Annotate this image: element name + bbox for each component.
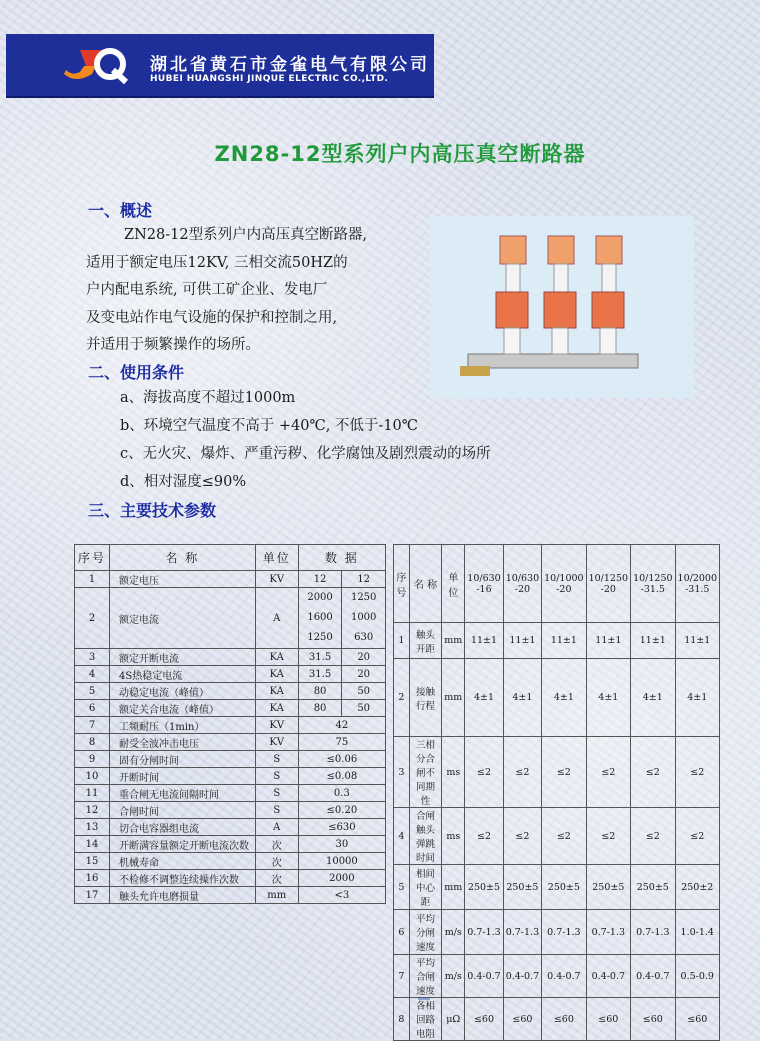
table-cell: 4±1 <box>503 659 541 737</box>
table-cell: S <box>255 785 298 802</box>
table-cell: 4S热稳定电流 <box>110 666 256 683</box>
table-cell: 开断时间 <box>110 768 256 785</box>
table-cell: 80 <box>298 700 342 717</box>
table-row <box>75 802 386 819</box>
table-row <box>394 955 720 998</box>
table-cell: ≤60 <box>503 998 541 1041</box>
table-cell: ≤60 <box>465 998 503 1041</box>
table-cell: 平均分闸速度 <box>409 910 441 955</box>
table-cell: ≤0.20 <box>298 802 385 819</box>
table-cell: 三相分合闸不同期性 <box>409 737 441 808</box>
condition-item: c、无火灾、爆炸、严重污秽、化学腐蚀及剧烈震动的场所 <box>120 446 491 462</box>
table-cell: 75 <box>298 734 385 751</box>
table-cell: 0.7-1.3 <box>631 910 675 955</box>
table-cell: 4 <box>394 808 410 865</box>
table-cell: 合闸时间 <box>110 802 256 819</box>
table-row <box>75 853 386 870</box>
table-row <box>75 666 386 683</box>
table-cell: 20 <box>342 649 386 666</box>
table-row <box>75 785 386 802</box>
overview-line: ZN28-12型系列户内高压真空断路器, <box>124 227 368 243</box>
table-cell: μΩ <box>442 998 465 1041</box>
table-cell: 4±1 <box>631 659 675 737</box>
table-cell: 15 <box>75 853 110 870</box>
table-cell: 1250 1000 630 <box>342 588 386 649</box>
table-row <box>75 819 386 836</box>
table-cell: 0.4-0.7 <box>542 955 586 998</box>
table-row <box>394 910 720 955</box>
condition-item: a、海拔高度不超过1000m <box>120 390 296 406</box>
table-cell: 动稳定电流（峰值） <box>110 683 256 700</box>
table-cell: 触头允许电磨损量 <box>110 887 256 904</box>
table-cell: 0.4-0.7 <box>631 955 675 998</box>
table-cell: <3 <box>298 887 385 904</box>
table-cell: 机械寿命 <box>110 853 256 870</box>
table-cell: ≤630 <box>298 819 385 836</box>
table-row <box>75 571 386 588</box>
section-heading-overview: 一、概述 <box>88 201 153 220</box>
table-cell: 9 <box>75 751 110 768</box>
table-cell: 额定电流 <box>110 588 256 649</box>
table-cell: S <box>255 768 298 785</box>
table-cell: ≤2 <box>586 737 630 808</box>
table-cell: 次 <box>255 853 298 870</box>
table-cell: KV <box>255 571 298 588</box>
table-cell: ≤2 <box>503 737 541 808</box>
table-cell: 10000 <box>298 853 385 870</box>
table-cell: 0.7-1.3 <box>503 910 541 955</box>
table-cell: 30 <box>298 836 385 853</box>
table-cell: 次 <box>255 836 298 853</box>
col-header-model: 10/1250 -31.5 <box>631 545 675 623</box>
table-row <box>394 737 720 808</box>
col-header-no: 序号 <box>75 545 110 571</box>
table-cell: 13 <box>75 819 110 836</box>
table-cell: 0.7-1.3 <box>465 910 503 955</box>
table-cell: 250±5 <box>465 865 503 910</box>
company-name-en: HUBEI HUANGSHI JINQUE ELECTRIC CO.,LTD. <box>150 74 389 84</box>
table-cell: KA <box>255 666 298 683</box>
table-cell: 4±1 <box>465 659 503 737</box>
overview-line: 户内配电系统, 可供工矿企业、发电厂 <box>86 282 328 298</box>
table-cell: 50 <box>342 683 386 700</box>
page-title: ZN28-12型系列户内高压真空断路器 <box>214 142 586 166</box>
overview-line: 适用于额定电压12KV, 三相交流50HZ的 <box>86 254 348 271</box>
table-cell: 16 <box>75 870 110 887</box>
table-cell: ≤0.06 <box>298 751 385 768</box>
table-row <box>75 887 386 904</box>
table-cell: 31.5 <box>298 666 342 683</box>
col-header-model: 10/2000 -31.5 <box>675 545 719 623</box>
table-cell: 2000 1600 1250 <box>298 588 342 649</box>
section-heading-specs: 三、主要技术参数 <box>88 501 217 520</box>
table-cell: 11±1 <box>465 623 503 659</box>
col-header-model: 10/630 -20 <box>503 545 541 623</box>
table-cell: 4±1 <box>586 659 630 737</box>
table-cell: 1 <box>394 623 410 659</box>
page-mark <box>418 998 430 1000</box>
table-cell: ≤2 <box>675 737 719 808</box>
table-cell: ms <box>442 737 465 808</box>
table-cell: 8 <box>75 734 110 751</box>
table-row <box>75 836 386 853</box>
table-cell: ≤60 <box>542 998 586 1041</box>
table-cell: 耐受全波冲击电压 <box>110 734 256 751</box>
company-logo <box>58 44 130 88</box>
table-row <box>75 717 386 734</box>
spec-table-main <box>74 544 386 904</box>
table-cell: S <box>255 751 298 768</box>
table-cell: 合闸触头弹跳时间 <box>409 808 441 865</box>
table-cell: ≤60 <box>631 998 675 1041</box>
table-cell: 各相回路电阻 <box>409 998 441 1041</box>
table-cell: 2 <box>394 659 410 737</box>
table-cell: 次 <box>255 870 298 887</box>
table-cell: 0.4-0.7 <box>586 955 630 998</box>
table-cell: 5 <box>75 683 110 700</box>
table-cell: 11 <box>75 785 110 802</box>
table-cell: 工频耐压（1min） <box>110 717 256 734</box>
table-cell: 80 <box>298 683 342 700</box>
table-cell: 触头开距 <box>409 623 441 659</box>
table-row <box>394 998 720 1041</box>
table-cell: 250±5 <box>542 865 586 910</box>
table-cell: mm <box>255 887 298 904</box>
table-cell: 平均合闸速度 <box>409 955 441 998</box>
table-cell: mm <box>442 865 465 910</box>
table-cell: 3 <box>75 649 110 666</box>
table-cell: ≤2 <box>465 808 503 865</box>
table-cell: 接触行程 <box>409 659 441 737</box>
table-cell: m/s <box>442 955 465 998</box>
table-cell: 11±1 <box>586 623 630 659</box>
condition-item: d、相对湿度≤90% <box>120 474 247 490</box>
table-cell: ms <box>442 808 465 865</box>
table-cell: 11±1 <box>542 623 586 659</box>
overview-line: 并适用于频繁操作的场所。 <box>86 337 260 353</box>
table-cell: 不检修不调整连续操作次数 <box>110 870 256 887</box>
table-cell: 2 <box>75 588 110 649</box>
table-cell: 31.5 <box>298 649 342 666</box>
table-cell: 重合闸无电流间隔时间 <box>110 785 256 802</box>
table-cell: KA <box>255 700 298 717</box>
table-cell: 4±1 <box>675 659 719 737</box>
table-cell: 8 <box>394 998 410 1041</box>
table-cell: ≤2 <box>675 808 719 865</box>
table-cell: 0.3 <box>298 785 385 802</box>
table-cell: 42 <box>298 717 385 734</box>
table-cell: 0.5-0.9 <box>675 955 719 998</box>
company-name-cn: 湖北省黄石市金雀电气有限公司 <box>150 55 430 75</box>
condition-item: b、环境空气温度不高于 +40℃, 不低于-10℃ <box>120 418 418 434</box>
table-row <box>394 865 720 910</box>
table-cell: 250±5 <box>503 865 541 910</box>
col-header-name: 名 称 <box>110 545 256 571</box>
table-cell: 20 <box>342 666 386 683</box>
table-cell: 0.4-0.7 <box>503 955 541 998</box>
table-cell: 额定电压 <box>110 571 256 588</box>
table-cell: A <box>255 819 298 836</box>
table-cell: KA <box>255 683 298 700</box>
table-cell: 1 <box>75 571 110 588</box>
table-cell: 50 <box>342 700 386 717</box>
table-cell: A <box>255 588 298 649</box>
table-cell: 17 <box>75 887 110 904</box>
table-cell: 开断满容量额定开断电流次数 <box>110 836 256 853</box>
table-cell: 12 <box>298 571 342 588</box>
table-cell: KA <box>255 649 298 666</box>
table-cell: 额定关合电流（峰值） <box>110 700 256 717</box>
table-cell: 10 <box>75 768 110 785</box>
table-cell: 7 <box>75 717 110 734</box>
table-row <box>75 588 386 649</box>
table-cell: ≤2 <box>631 808 675 865</box>
table-cell: 4 <box>75 666 110 683</box>
table-cell: ≤0.08 <box>298 768 385 785</box>
table-cell: mm <box>442 623 465 659</box>
table-row <box>75 751 386 768</box>
overview-line: 及变电站作电气设施的保护和控制之用, <box>86 309 338 326</box>
table-cell: S <box>255 802 298 819</box>
col-header-unit: 单位 <box>442 545 465 623</box>
col-header-model: 10/1250 -20 <box>586 545 630 623</box>
table-row <box>75 870 386 887</box>
col-header-data: 数 据 <box>298 545 385 571</box>
table-cell: 250±5 <box>631 865 675 910</box>
table-cell: m/s <box>442 910 465 955</box>
table-cell: KV <box>255 717 298 734</box>
table-cell: 12 <box>75 802 110 819</box>
table-cell: 6 <box>75 700 110 717</box>
table-cell: 11±1 <box>675 623 719 659</box>
table-cell: 12 <box>342 571 386 588</box>
table-row <box>75 734 386 751</box>
table-cell: ≤60 <box>586 998 630 1041</box>
table-cell: 0.7-1.3 <box>586 910 630 955</box>
table-cell: 1.0-1.4 <box>675 910 719 955</box>
col-header-name: 名 称 <box>409 545 441 623</box>
table-cell: ≤2 <box>465 737 503 808</box>
section-heading-conditions: 二、使用条件 <box>88 363 185 382</box>
table-row <box>75 768 386 785</box>
table-cell: 相间中心距 <box>409 865 441 910</box>
table-cell: 0.7-1.3 <box>542 910 586 955</box>
table-cell: 4±1 <box>542 659 586 737</box>
table-cell: ≤2 <box>631 737 675 808</box>
table-cell: ≤2 <box>542 737 586 808</box>
table-cell: 5 <box>394 865 410 910</box>
table-row <box>75 683 386 700</box>
table-row <box>394 659 720 737</box>
table-cell: ≤60 <box>675 998 719 1041</box>
product-photo <box>430 216 694 398</box>
table-cell: 250±2 <box>675 865 719 910</box>
table-cell: 3 <box>394 737 410 808</box>
table-row <box>394 808 720 865</box>
table-cell: 2000 <box>298 870 385 887</box>
table-cell: ≤2 <box>542 808 586 865</box>
table-cell: KV <box>255 734 298 751</box>
table-cell: 额定开断电流 <box>110 649 256 666</box>
table-cell: 7 <box>394 955 410 998</box>
col-header-no: 序号 <box>394 545 410 623</box>
overview-paragraph <box>86 222 426 360</box>
table-cell: 切合电容器组电流 <box>110 819 256 836</box>
table-cell: 11±1 <box>503 623 541 659</box>
table-cell: 250±5 <box>586 865 630 910</box>
table-cell: ≤2 <box>503 808 541 865</box>
table-cell: mm <box>442 659 465 737</box>
table-cell: 11±1 <box>631 623 675 659</box>
table-row <box>75 649 386 666</box>
col-header-model: 10/630 -16 <box>465 545 503 623</box>
table-cell: 14 <box>75 836 110 853</box>
table-cell: 固有分闸时间 <box>110 751 256 768</box>
table-cell: ≤2 <box>586 808 630 865</box>
spec-table-params <box>393 544 720 1041</box>
table-row <box>394 623 720 659</box>
col-header-unit: 单位 <box>255 545 298 571</box>
col-header-model: 10/1000 -20 <box>542 545 586 623</box>
table-cell: 6 <box>394 910 410 955</box>
table-cell: 0.4-0.7 <box>465 955 503 998</box>
table-row <box>75 700 386 717</box>
